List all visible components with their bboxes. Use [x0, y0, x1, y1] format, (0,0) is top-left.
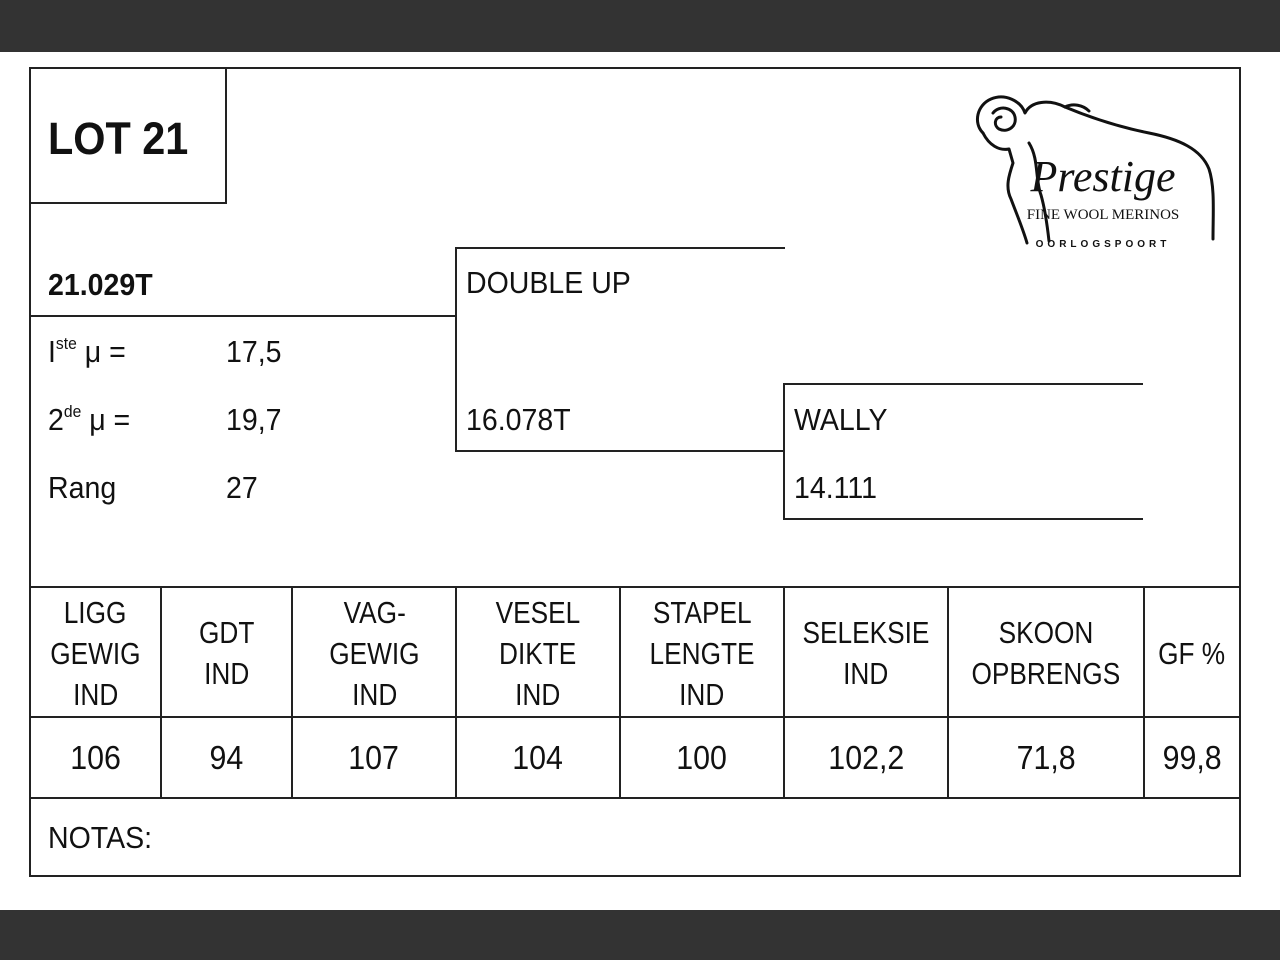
header-vesel-dikte-ind: VESEL DIKTE IND — [495, 594, 581, 712]
header-gdt-ind: GDT IND — [198, 615, 255, 691]
logo-tagline: FINE WOOL MERINOS — [1026, 207, 1180, 223]
header-skoon-opbrengs: SKOON OPBRENGS — [971, 615, 1121, 691]
lot-title: LOT 21 — [48, 113, 189, 164]
bottom-band — [0, 910, 1280, 960]
value-skoon-opbrengs: 71,8 — [1016, 739, 1076, 776]
micron-second-label: 2de μ = — [48, 402, 131, 437]
micron-second-value: 19,7 — [226, 402, 282, 437]
rank-value: 27 — [226, 470, 258, 505]
header-vag-gewig-ind: VAG- GEWIG IND — [328, 594, 420, 712]
animal-id-underline — [31, 315, 456, 317]
grandsire-bracket-line — [783, 383, 785, 520]
lot-card — [29, 67, 1241, 877]
grandsire-id: 14.111 — [794, 470, 878, 505]
header-stapel-lengte-ind: STAPEL LENGTE IND — [649, 594, 755, 712]
table-bottom-line — [31, 797, 1239, 799]
logo-brand: Prestige — [1030, 152, 1176, 201]
micron-first-label: Iste μ = — [48, 334, 126, 369]
value-gdt-ind: 94 — [209, 739, 244, 776]
animal-id: 21.029T — [48, 267, 153, 302]
grandsire-name: WALLY — [794, 402, 888, 437]
header-gf-percent: GF % — [1158, 635, 1226, 671]
lot-box-bottom-border — [31, 202, 227, 204]
sire-id: 16.078T — [466, 402, 571, 437]
header-seleksie-ind: SELEKSIE IND — [802, 615, 930, 691]
sire-name: DOUBLE UP — [466, 265, 631, 300]
value-seleksie-ind: 102,2 — [828, 739, 904, 776]
value-vesel-dikte-ind: 104 — [512, 739, 564, 776]
lot-box-right-border — [225, 69, 227, 203]
rank-label: Rang — [48, 470, 117, 505]
top-band — [0, 0, 1280, 52]
header-ligg-gewig-ind: LIGG GEWIG IND — [50, 594, 141, 712]
prestige-logo — [969, 83, 1227, 253]
table-top-line — [31, 586, 1239, 588]
sire-bottom-line — [455, 450, 785, 452]
logo-place: OORLOGSPOORT — [1035, 239, 1171, 250]
value-stapel-lengte-ind: 100 — [676, 739, 728, 776]
notes-label: NOTAS: — [48, 820, 153, 855]
sire-top-line — [455, 247, 785, 249]
value-ligg-gewig-ind: 106 — [70, 739, 121, 776]
value-gf-percent: 99,8 — [1162, 739, 1222, 776]
value-vag-gewig-ind: 107 — [348, 739, 400, 776]
sire-bracket-line — [455, 247, 457, 452]
micron-first-value: 17,5 — [226, 334, 282, 369]
grandsire-bottom-line — [783, 518, 1143, 520]
grandsire-top-line — [783, 383, 1143, 385]
